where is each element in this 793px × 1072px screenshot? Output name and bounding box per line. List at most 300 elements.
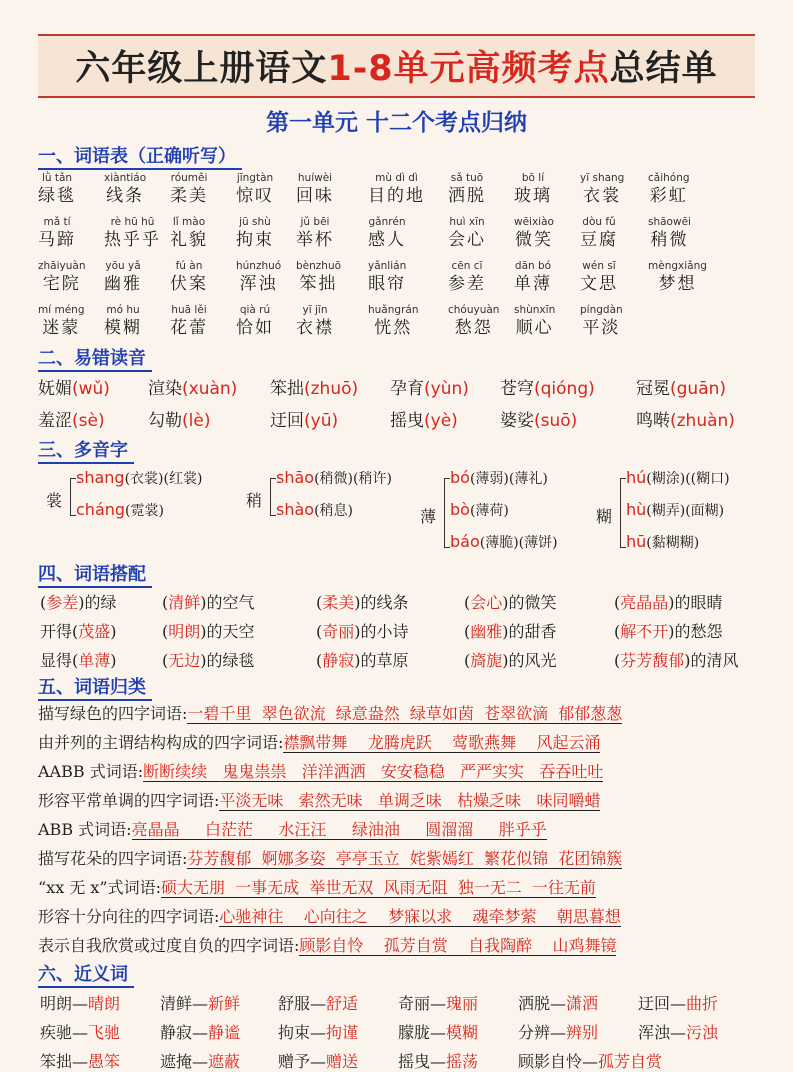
vocab-row: [38, 260, 755, 304]
synonym-item: [638, 1020, 718, 1043]
vocab-word: 举杯: [296, 230, 334, 250]
vocab-word: 目的地: [368, 186, 425, 206]
vocab-item: [448, 216, 486, 252]
vocab-pinyin: xiàntiáo: [104, 172, 147, 184]
vocab-word: 洒脱: [448, 186, 486, 206]
polyphone-char: 糊: [596, 507, 613, 526]
vocab-pinyin: yī jīn: [302, 304, 328, 316]
synonym-item: [40, 1049, 120, 1072]
vocab-word: 热乎乎: [104, 230, 161, 250]
vocab-word: 衣裳: [583, 186, 622, 206]
vocab-pinyin: qià rú: [239, 304, 271, 316]
vocab-pinyin: bō lí: [521, 172, 545, 184]
classify-label: 描写花朵的四字词语:: [38, 849, 188, 868]
synonym-match: 晴朗: [88, 994, 121, 1013]
pron-item: [636, 374, 726, 399]
vocab-word: 感人: [368, 230, 406, 250]
pron-pinyin: (xuàn): [182, 379, 238, 399]
pron-item: [270, 374, 358, 399]
vocab-item: [236, 172, 274, 208]
collocation-suffix: )的天空: [200, 622, 255, 641]
classify-label: 描写绿色的四字词语:: [38, 704, 188, 723]
collocation-item: [464, 648, 557, 671]
polyphone-char: 裳: [46, 491, 63, 510]
vocab-item: [448, 172, 486, 208]
synonym-dash: —: [430, 1052, 447, 1071]
synonym-word: 迂回: [638, 994, 671, 1013]
vocab-pinyin: huā lěi: [171, 304, 207, 316]
vocab-item: [648, 172, 690, 208]
synonym-item: [638, 991, 718, 1014]
polyphone-words: (糊弄)(面糊): [646, 503, 725, 519]
synonym-dash: —: [310, 1023, 327, 1042]
vocab-word: 马蹄: [38, 230, 76, 250]
polyphone-pinyin: hú: [626, 468, 647, 487]
pron-item: [148, 406, 210, 431]
classify-words: 一碧千里 翠色欲流 绿意盎然 绿草如茵 苍翠欲滴 郁郁葱葱: [187, 704, 623, 723]
classify-line: [38, 790, 600, 812]
vocab-word: 柔美: [170, 186, 208, 206]
pron-pinyin: (lè): [182, 411, 211, 431]
synonym-dash: —: [550, 1023, 567, 1042]
pron-pinyin: (yùn): [424, 379, 469, 399]
collocation-prefix: (: [162, 622, 169, 641]
vocab-item: [448, 260, 486, 296]
synonym-match: 遮蔽: [208, 1052, 241, 1071]
collocation-prefix: (: [316, 622, 323, 641]
pron-word: 渲染: [148, 379, 182, 399]
vocab-word: 彩虹: [649, 186, 688, 206]
collocation-suffix: )的绿: [78, 593, 117, 612]
pron-item: [148, 374, 237, 399]
collocation-item: [162, 619, 255, 642]
title-part3: 总结单: [609, 49, 718, 89]
collocation-suffix: )的微笑: [502, 593, 557, 612]
polyphone-item: [276, 500, 353, 520]
synonym-match: 摇荡: [446, 1052, 479, 1071]
pron-pinyin: (yè): [424, 411, 458, 431]
vocab-pinyin: rè hū hū: [110, 216, 155, 228]
classify-line: [38, 848, 622, 870]
classify-line: [38, 703, 622, 725]
vocab-word: 伏案: [170, 274, 208, 294]
synonym-dash: —: [192, 1052, 209, 1071]
vocab-word: 浑浊: [239, 274, 278, 294]
collocation-answer: 亮晶晶: [620, 593, 669, 612]
title-part1: 六年级上册语文: [75, 49, 328, 89]
synonym-item: [40, 1020, 120, 1043]
vocab-item: [104, 172, 146, 208]
synonym-match: 瑰丽: [446, 994, 479, 1013]
classify-label: “xx 无 x”式词语:: [38, 878, 161, 897]
polyphone-words: (衣裳)(红裳): [124, 471, 203, 487]
synonym-dash: —: [72, 1023, 89, 1042]
pron-word: 妩媚: [38, 379, 72, 399]
vocab-item: [38, 216, 76, 252]
synonym-item: [160, 1049, 240, 1072]
polyphone-item: [626, 500, 724, 520]
collocation-prefix: (: [614, 651, 621, 670]
vocab-word: 花蕾: [170, 318, 208, 338]
collocation-prefix: 开得(: [40, 622, 79, 641]
synonym-match: 潇洒: [566, 994, 599, 1013]
collocation-prefix: (: [464, 593, 471, 612]
classify-label: 表示自我欣赏或过度自负的四字词语:: [38, 936, 300, 955]
collocation-answer: 茂盛: [78, 622, 111, 641]
polyphone-words: (薄荷): [469, 503, 509, 519]
synonym-word: 分辨: [518, 1023, 551, 1042]
collocation-item: [40, 619, 117, 642]
vocab-pinyin: dān bó: [514, 260, 552, 272]
pron-word: 冠冕: [636, 379, 670, 399]
vocab-item: [448, 304, 499, 340]
vocab-item: [514, 260, 552, 296]
synonym-word: 明朗: [40, 994, 73, 1013]
vocab-pinyin: fú àn: [175, 260, 203, 272]
polyphone-item: [450, 468, 548, 488]
classify-words: 平淡无味 索然无味 单调乏味 枯燥乏味 味同嚼蜡: [219, 791, 601, 810]
polyphone-item: [450, 500, 509, 520]
vocab-pinyin: lǐ mào: [172, 216, 206, 228]
polyphone-item: [76, 468, 202, 488]
vocab-item: [368, 304, 418, 340]
vocab-item: [38, 260, 85, 296]
pron-pinyin: (zhuō): [304, 379, 359, 399]
classify-line: [38, 761, 603, 783]
pron-word: 羞涩: [38, 411, 72, 431]
unit-subtitle: 第一单元 十二个考点归纳: [265, 110, 527, 136]
collocation-answer: 单薄: [78, 651, 111, 670]
polyphone-pinyin: shào: [276, 500, 315, 519]
vocab-item: [580, 216, 618, 252]
vocab-word: 梦想: [658, 274, 697, 294]
classify-label: 由并列的主谓结构构成的四字词语:: [38, 733, 284, 752]
collocation-suffix: ): [110, 622, 117, 641]
collocation-answer: 奇丽: [322, 622, 355, 641]
pron-word: 孕育: [390, 379, 424, 399]
pron-word: 笨拙: [270, 379, 304, 399]
synonym-item: [518, 991, 598, 1014]
pron-item: [390, 406, 458, 431]
synonym-word: 舒服: [278, 994, 311, 1013]
polyphone-item: [450, 532, 558, 552]
collocation-answer: 柔美: [322, 593, 355, 612]
collocation-answer: 旖旎: [470, 651, 503, 670]
synonym-word: 洒脱: [518, 994, 551, 1013]
vocab-word: 玻璃: [514, 186, 552, 206]
polyphone-pinyin: shang: [76, 468, 125, 487]
synonym-word: 拘束: [278, 1023, 311, 1042]
synonym-match: 愚笨: [88, 1052, 121, 1071]
pron-pinyin: (suō): [534, 411, 578, 431]
vocab-pinyin: jǔ bēi: [300, 216, 330, 228]
vocab-word: 回味: [296, 186, 334, 206]
vocab-word: 笨拙: [299, 274, 338, 294]
vocab-word: 愁怨: [454, 318, 493, 338]
collocation-answer: 解不开: [620, 622, 669, 641]
vocab-word: 恰如: [236, 318, 274, 338]
collocation-prefix: (: [464, 651, 471, 670]
classify-words: 硕大无朋 一事无成 举世无双 风雨无阻 独一无二 一往无前: [161, 878, 596, 897]
pron-word: 婆娑: [500, 411, 534, 431]
synonym-item: [398, 1049, 478, 1072]
vocab-pinyin: bènzhuō: [296, 260, 342, 272]
vocab-pinyin: shùnxīn: [514, 304, 556, 316]
classify-words: 襟飘带舞 龙腾虎跃 莺歌燕舞 风起云涌: [283, 733, 601, 752]
classify-words: 芬芳馥郁 婀娜多姿 亭亭玉立 姹紫嫣红 繁花似锦 花团锦簇: [187, 849, 623, 868]
classify-words: 断断续续 鬼鬼祟祟 洋洋洒洒 安安稳稳 严严实实 吞吞吐吐: [143, 762, 604, 781]
collocation-suffix: )的甜香: [502, 622, 557, 641]
pron-pinyin: (qióng): [534, 379, 595, 399]
pron-pinyin: (sè): [72, 411, 105, 431]
collocation-suffix: )的风光: [502, 651, 557, 670]
classify-line: [38, 819, 547, 841]
synonym-dash: —: [670, 1023, 687, 1042]
vocab-pinyin: yī shang: [580, 172, 625, 184]
vocab-pinyin: róuměi: [170, 172, 208, 184]
synonym-match: 新鲜: [208, 994, 241, 1013]
vocab-pinyin: chóuyuàn: [448, 304, 500, 316]
vocab-pinyin: huì xīn: [449, 216, 485, 228]
vocab-item: [296, 216, 334, 252]
collocation-answer: 清鲜: [168, 593, 201, 612]
vocab-word: 礼貌: [170, 230, 208, 250]
polyphone-words: (薄脆)(薄饼): [479, 535, 558, 551]
synonym-item: [278, 1049, 358, 1072]
synonym-word: 浑浊: [638, 1023, 671, 1042]
synonym-match: 污浊: [686, 1023, 719, 1042]
collocation-item: [614, 648, 739, 671]
collocation-answer: 明朗: [168, 622, 201, 641]
vocab-item: [368, 260, 406, 296]
collocation-answer: 静寂: [322, 651, 355, 670]
pron-item: [500, 406, 577, 431]
polyphone-pinyin: hū: [626, 532, 647, 551]
vocab-item: [38, 304, 85, 340]
classify-words: 心驰神往 心向往之 梦寐以求 魂牵梦萦 朝思暮想: [219, 907, 621, 926]
collocation-suffix: )的小诗: [354, 622, 409, 641]
vocab-item: [170, 216, 208, 252]
vocab-pinyin: shāowēi: [648, 216, 691, 228]
collocation-item: [40, 590, 117, 613]
collocation-prefix: 显得(: [40, 651, 79, 670]
synonym-match: 模糊: [446, 1023, 479, 1042]
classify-label: ABB 式词语:: [38, 820, 132, 839]
vocab-item: [648, 260, 707, 296]
polyphone-char: 薄: [420, 507, 437, 526]
collocation-prefix: (: [40, 593, 47, 612]
polyphone-pinyin: báo: [450, 532, 480, 551]
synonym-match: 曲折: [686, 994, 719, 1013]
vocab-pinyin: jū shù: [239, 216, 271, 228]
collocation-answer: 参差: [46, 593, 79, 612]
collocation-item: [316, 590, 409, 613]
vocab-pinyin: sǎ tuō: [450, 172, 484, 184]
pron-pinyin: (zhuàn): [670, 411, 735, 431]
polyphone-pinyin: shāo: [276, 468, 315, 487]
vocab-item: [514, 216, 554, 252]
polyphone-words: (糊涂)((糊口): [646, 471, 730, 487]
classify-label: 形容平常单调的四字词语:: [38, 791, 220, 810]
collocation-answer: 会心: [470, 593, 503, 612]
synonym-item: [160, 991, 240, 1014]
synonym-dash: —: [430, 994, 447, 1013]
vocab-word: 参差: [448, 274, 486, 294]
collocation-item: [464, 590, 557, 613]
synonym-item: [398, 991, 478, 1014]
synonym-match: 拘谨: [326, 1023, 359, 1042]
pron-word: 迂回: [270, 411, 304, 431]
polyphone-words: (稍微)(稍许): [314, 471, 392, 487]
classify-label: AABB 式词语:: [38, 762, 144, 781]
synonym-dash: —: [582, 1052, 599, 1071]
synonym-word: 疾驰: [40, 1023, 73, 1042]
vocab-item: [580, 304, 623, 340]
pron-word: 苍穹: [500, 379, 534, 399]
collocation-item: [316, 648, 409, 671]
synonym-word: 遮掩: [160, 1052, 193, 1071]
vocab-item: [580, 172, 624, 208]
pron-pinyin: (guān): [670, 379, 727, 399]
vocab-row: [38, 304, 755, 348]
pron-item: [390, 374, 469, 399]
vocab-pinyin: píngdàn: [580, 304, 623, 316]
classify-line: [38, 906, 621, 928]
vocab-word: 眼帘: [368, 274, 407, 294]
classify-line: [38, 935, 616, 957]
vocab-item: [104, 260, 142, 296]
vocab-pinyin: huǎngrán: [368, 304, 419, 316]
synonym-word: 顾影自怜: [518, 1052, 583, 1071]
vocab-word: 稍微: [650, 230, 689, 250]
vocab-pinyin: yǎnlián: [368, 260, 407, 272]
vocab-pinyin: huíwèi: [297, 172, 333, 184]
vocab-word: 幽雅: [104, 274, 142, 294]
vocab-item: [514, 304, 555, 340]
vocab-word: 模糊: [104, 318, 142, 338]
vocab-item: [104, 216, 161, 252]
synonym-dash: —: [310, 1052, 327, 1071]
synonym-dash: —: [430, 1023, 447, 1042]
vocab-word: 文思: [580, 274, 618, 294]
collocation-suffix: )的草原: [354, 651, 409, 670]
synonym-dash: —: [72, 1052, 89, 1071]
vocab-item: [296, 172, 334, 208]
vocab-row: [38, 172, 755, 216]
polyphone-item: [626, 468, 730, 488]
vocab-pinyin: wén sī: [582, 260, 616, 272]
vocab-item: [648, 216, 691, 252]
pron-item: [270, 406, 338, 431]
title-part2: 1-8单元高频考点: [327, 49, 610, 89]
vocab-item: [580, 260, 618, 296]
vocab-pinyin: mù dì dì: [375, 172, 418, 184]
collocation-prefix: (: [614, 593, 621, 612]
synonym-dash: —: [192, 994, 209, 1013]
collocation-prefix: (: [614, 622, 621, 641]
vocab-pinyin: mó hu: [106, 304, 140, 316]
vocab-pinyin: gǎnrén: [368, 216, 406, 228]
pron-item: [38, 406, 105, 431]
synonym-dash: —: [670, 994, 687, 1013]
vocab-pinyin: wēixiào: [514, 216, 554, 228]
vocab-word: 豆腐: [580, 230, 618, 250]
synonym-dash: —: [72, 994, 89, 1013]
polyphone-item: [76, 500, 164, 520]
vocab-pinyin: húnzhuó: [236, 260, 282, 272]
vocab-item: [368, 216, 406, 252]
polyphone-words: (稍息): [314, 503, 354, 519]
collocation-suffix: )的空气: [200, 593, 255, 612]
synonym-item: [40, 991, 120, 1014]
classify-label: 形容十分向往的四字词语:: [38, 907, 220, 926]
section-pronunciation-heading: 二、易错读音: [38, 348, 152, 372]
pron-item: [636, 406, 735, 431]
section-collocation-heading: 四、词语搭配: [38, 564, 152, 588]
vocab-word: 迷蒙: [42, 318, 81, 338]
synonym-word: 奇丽: [398, 994, 431, 1013]
synonym-word: 清鲜: [160, 994, 193, 1013]
polyphone-pinyin: bò: [450, 500, 470, 519]
vocab-item: [514, 172, 552, 208]
vocab-word: 衣襟: [296, 318, 334, 338]
collocation-answer: 芬芳馥郁: [620, 651, 685, 670]
vocab-item: [170, 304, 208, 340]
section-classify-heading: 五、词语归类: [38, 677, 152, 701]
vocab-word: 恍然: [374, 318, 413, 338]
collocation-item: [464, 619, 557, 642]
synonym-word: 赠予: [278, 1052, 311, 1071]
vocab-pinyin: lǜ tǎn: [41, 172, 73, 184]
pron-word: 摇曳: [390, 411, 424, 431]
collocation-item: [614, 619, 723, 642]
polyphone-pinyin: bó: [450, 468, 470, 487]
synonym-item: [398, 1020, 478, 1043]
vocab-item: [296, 260, 341, 296]
vocab-item: [296, 304, 334, 340]
synonym-word: 静寂: [160, 1023, 193, 1042]
polyphone-words: (黏糊糊): [646, 535, 700, 551]
vocab-item: [38, 172, 76, 208]
pron-word: 鸣啭: [636, 411, 670, 431]
vocab-pinyin: jīngtàn: [236, 172, 274, 184]
pron-pinyin: (wǔ): [72, 379, 110, 399]
section-synonym-heading: 六、近义词: [38, 964, 134, 988]
vocab-word: 平淡: [582, 318, 621, 338]
vocab-pinyin: mǎ tí: [43, 216, 71, 228]
classify-words: 顾影自怜 孤芳自赏 自我陶醉 山鸡舞镜: [299, 936, 617, 955]
vocab-word: 绿毯: [38, 186, 76, 206]
vocab-pinyin: mèngxiǎng: [648, 260, 707, 272]
polyphone-words: (霓裳): [125, 503, 164, 519]
collocation-suffix: )的眼睛: [668, 593, 723, 612]
vocab-word: 线条: [106, 186, 145, 206]
vocab-pinyin: zhāiyuàn: [38, 260, 86, 272]
collocation-prefix: (: [316, 651, 323, 670]
collocation-item: [162, 648, 255, 671]
synonym-match: 辨别: [566, 1023, 599, 1042]
synonym-match: 飞驰: [88, 1023, 121, 1042]
pron-item: [38, 374, 110, 399]
collocation-item: [316, 619, 409, 642]
synonym-word: 摇曳: [398, 1052, 431, 1071]
classify-words: 亮晶晶 白茫茫 水汪汪 绿油油 圆溜溜 胖乎乎: [131, 820, 547, 839]
page-title: [38, 34, 755, 98]
synonym-match: 静谧: [208, 1023, 241, 1042]
vocab-item: [368, 172, 425, 208]
vocab-word: 宅院: [42, 274, 81, 294]
collocation-suffix: )的绿毯: [200, 651, 255, 670]
